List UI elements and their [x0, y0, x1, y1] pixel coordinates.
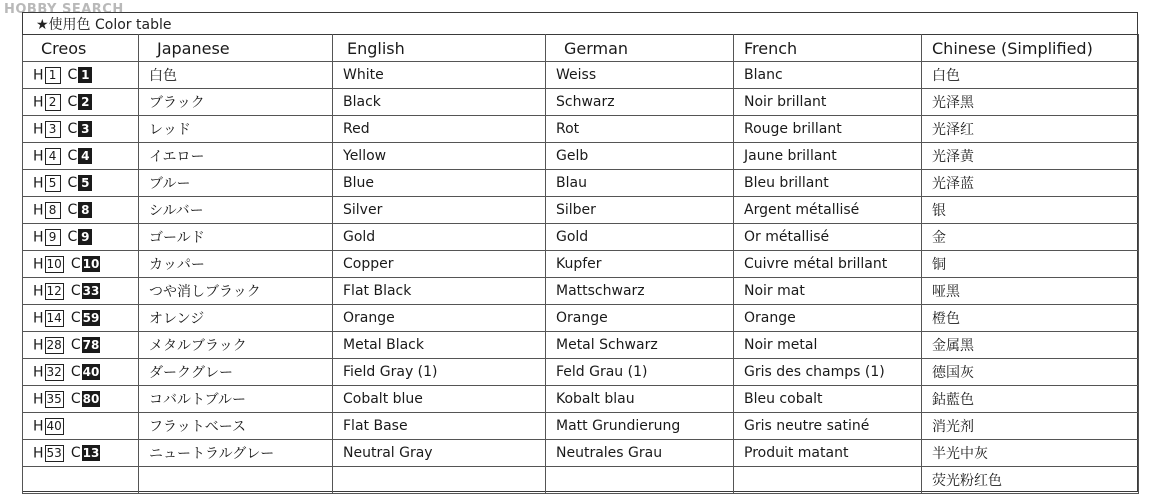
hobby-color-number: 14	[46, 310, 62, 325]
japanese-name: ゴールド	[139, 224, 333, 251]
table-row	[23, 116, 1139, 143]
mr-color-number: 80	[82, 392, 100, 406]
table-row	[23, 359, 1139, 386]
hobby-color-prefix: H	[33, 67, 44, 83]
french-name: Orange	[734, 305, 922, 332]
chinese-name: 光泽黄	[922, 143, 1139, 170]
mr-color-number: 78	[82, 338, 100, 352]
french-name: Bleu brillant	[734, 170, 922, 197]
creos-code-cell	[23, 467, 139, 494]
english-name: Cobalt blue	[333, 386, 546, 413]
chinese-name: 金	[922, 224, 1139, 251]
japanese-name	[139, 467, 333, 494]
english-name: Yellow	[333, 143, 546, 170]
german-name: Weiss	[546, 62, 734, 89]
table-row	[23, 278, 1139, 305]
english-name: Neutral Gray	[333, 440, 546, 467]
mr-color-number: 33	[82, 284, 100, 298]
french-name: Noir mat	[734, 278, 922, 305]
hobby-color-number: 32	[46, 364, 62, 379]
french-name: Gris neutre satiné	[734, 413, 922, 440]
table-row	[23, 89, 1139, 116]
mr-color-number: 1	[78, 67, 92, 83]
chinese-name: 德国灰	[922, 359, 1139, 386]
japanese-name: つや消しブラック	[139, 278, 333, 305]
german-name: Matt Grundierung	[546, 413, 734, 440]
mr-color-number: 2	[78, 94, 92, 110]
english-name: Flat Black	[333, 278, 546, 305]
table-row	[23, 413, 1139, 440]
chinese-name: 金属黑	[922, 332, 1139, 359]
french-name: Noir brillant	[734, 89, 922, 116]
japanese-name: カッパー	[139, 251, 333, 278]
english-name: White	[333, 62, 546, 89]
chinese-name: 光泽黑	[922, 89, 1139, 116]
column-header-german: German	[546, 35, 734, 62]
table-row	[23, 170, 1139, 197]
chinese-name: 哑黑	[922, 278, 1139, 305]
german-name: Silber	[546, 197, 734, 224]
mr-color-number: 4	[78, 148, 92, 164]
hobby-color-number: 35	[46, 391, 62, 406]
hobby-color-prefix: H	[33, 445, 44, 461]
japanese-name: ニュートラルグレー	[139, 440, 333, 467]
hobby-color-number: 1	[45, 67, 61, 84]
mr-color-prefix: C	[67, 67, 78, 83]
english-name: Flat Base	[333, 413, 546, 440]
mr-color-prefix: C	[70, 310, 81, 326]
japanese-name: 白色	[139, 62, 333, 89]
german-name: Orange	[546, 305, 734, 332]
creos-code-cell	[23, 89, 139, 116]
creos-code-cell	[23, 251, 139, 278]
creos-code-cell	[23, 62, 139, 89]
english-name	[333, 467, 546, 494]
table-row	[23, 251, 1139, 278]
english-name: Black	[333, 89, 546, 116]
french-name: Rouge brillant	[734, 116, 922, 143]
hobby-color-prefix: H	[33, 94, 44, 110]
table-row	[23, 224, 1139, 251]
hobby-color-prefix: H	[33, 283, 44, 299]
creos-code-cell	[23, 332, 139, 359]
english-name: Gold	[333, 224, 546, 251]
german-name: Gold	[546, 224, 734, 251]
hobby-color-number: 5	[45, 175, 61, 192]
hobby-color-prefix: H	[33, 310, 44, 326]
hobby-color-number: 3	[45, 121, 61, 138]
japanese-name: コバルトブルー	[139, 386, 333, 413]
japanese-name: メタルブラック	[139, 332, 333, 359]
table-title: ★使用色 Color table	[36, 17, 172, 33]
mr-color-prefix: C	[67, 148, 78, 164]
chinese-name: 铜	[922, 251, 1139, 278]
hobby-color-prefix: H	[33, 229, 44, 245]
mr-color-number: 40	[82, 365, 100, 379]
english-name: Copper	[333, 251, 546, 278]
hobby-color-prefix: H	[33, 256, 44, 272]
mr-color-number: 3	[78, 121, 92, 137]
hobby-color-prefix: H	[33, 391, 44, 407]
german-name: Metal Schwarz	[546, 332, 734, 359]
mr-color-number: 8	[78, 202, 92, 218]
watermark: HOBBY SEARCH	[4, 2, 124, 17]
hobby-color-number: 2	[45, 94, 61, 111]
table-row	[23, 197, 1139, 224]
column-header-chinese: Chinese (Simplified)	[922, 35, 1139, 62]
hobby-color-prefix: H	[33, 148, 44, 164]
german-name: Rot	[546, 116, 734, 143]
chinese-name: 光泽红	[922, 116, 1139, 143]
english-name: Metal Black	[333, 332, 546, 359]
table-row	[23, 467, 1139, 494]
japanese-name: レッド	[139, 116, 333, 143]
german-name: Kobalt blau	[546, 386, 734, 413]
mr-color-prefix: C	[70, 445, 81, 461]
mr-color-prefix: C	[70, 391, 81, 407]
french-name: Jaune brillant	[734, 143, 922, 170]
creos-code-cell	[23, 413, 139, 440]
table-row	[23, 332, 1139, 359]
german-name: Kupfer	[546, 251, 734, 278]
hobby-color-number: 40	[46, 418, 62, 433]
header-row	[23, 35, 1139, 62]
mr-color-prefix: C	[70, 337, 81, 353]
french-name	[734, 467, 922, 494]
hobby-color-number: 12	[46, 283, 62, 298]
table-row	[23, 386, 1139, 413]
mr-color-prefix: C	[70, 364, 81, 380]
japanese-name: ダークグレー	[139, 359, 333, 386]
mr-color-number: 9	[78, 229, 92, 245]
chinese-name: 消光剂	[922, 413, 1139, 440]
mr-color-prefix: C	[70, 256, 81, 272]
creos-code-cell	[23, 197, 139, 224]
hobby-color-number: 4	[45, 148, 61, 165]
hobby-color-prefix: H	[33, 337, 44, 353]
creos-code-cell	[23, 440, 139, 467]
hobby-color-number: 8	[45, 202, 61, 219]
japanese-name: イエロー	[139, 143, 333, 170]
color-table	[22, 34, 1139, 494]
mr-color-prefix: C	[67, 121, 78, 137]
english-name: Blue	[333, 170, 546, 197]
chinese-name: 鈷藍色	[922, 386, 1139, 413]
french-name: Noir metal	[734, 332, 922, 359]
mr-color-prefix: C	[70, 283, 81, 299]
chinese-name: 荧光粉红色	[922, 467, 1139, 494]
german-name: Neutrales Grau	[546, 440, 734, 467]
japanese-name: オレンジ	[139, 305, 333, 332]
mr-color-number: 59	[82, 311, 100, 325]
creos-code-cell	[23, 278, 139, 305]
hobby-color-number: 10	[46, 256, 62, 271]
french-name: Argent métallisé	[734, 197, 922, 224]
mr-color-prefix: C	[67, 175, 78, 191]
hobby-color-number: 28	[46, 337, 62, 352]
french-name: Gris des champs (1)	[734, 359, 922, 386]
creos-code-cell	[23, 359, 139, 386]
column-header-french: French	[734, 35, 922, 62]
german-name	[546, 467, 734, 494]
french-name: Bleu cobalt	[734, 386, 922, 413]
hobby-color-prefix: H	[33, 175, 44, 191]
column-header-japanese: Japanese	[139, 35, 333, 62]
chinese-name: 半光中灰	[922, 440, 1139, 467]
hobby-color-prefix: H	[33, 418, 44, 434]
english-name: Silver	[333, 197, 546, 224]
hobby-color-prefix: H	[33, 121, 44, 137]
table-row	[23, 440, 1139, 467]
german-name: Blau	[546, 170, 734, 197]
chinese-name: 橙色	[922, 305, 1139, 332]
mr-color-number: 13	[82, 446, 100, 460]
mr-color-number: 5	[78, 175, 92, 191]
french-name: Cuivre métal brillant	[734, 251, 922, 278]
table-row	[23, 62, 1139, 89]
table-row	[23, 305, 1139, 332]
chinese-name: 白色	[922, 62, 1139, 89]
creos-code-cell	[23, 224, 139, 251]
hobby-color-prefix: H	[33, 202, 44, 218]
english-name: Red	[333, 116, 546, 143]
creos-code-cell	[23, 116, 139, 143]
hobby-color-number: 9	[45, 229, 61, 246]
japanese-name: フラットベース	[139, 413, 333, 440]
mr-color-prefix: C	[67, 94, 78, 110]
german-name: Schwarz	[546, 89, 734, 116]
japanese-name: ブラック	[139, 89, 333, 116]
column-header-english: English	[333, 35, 546, 62]
mr-color-prefix: C	[67, 229, 78, 245]
creos-code-cell	[23, 143, 139, 170]
german-name: Feld Grau (1)	[546, 359, 734, 386]
mr-color-prefix: C	[67, 202, 78, 218]
chinese-name: 光泽蓝	[922, 170, 1139, 197]
hobby-color-prefix: H	[33, 364, 44, 380]
french-name: Produit matant	[734, 440, 922, 467]
japanese-name: シルバー	[139, 197, 333, 224]
german-name: Gelb	[546, 143, 734, 170]
french-name: Or métallisé	[734, 224, 922, 251]
mr-color-number: 10	[82, 257, 100, 271]
creos-code-cell	[23, 305, 139, 332]
creos-code-cell	[23, 170, 139, 197]
french-name: Blanc	[734, 62, 922, 89]
chinese-name: 银	[922, 197, 1139, 224]
table-row	[23, 143, 1139, 170]
japanese-name: ブルー	[139, 170, 333, 197]
creos-code-cell	[23, 386, 139, 413]
english-name: Field Gray (1)	[333, 359, 546, 386]
german-name: Mattschwarz	[546, 278, 734, 305]
english-name: Orange	[333, 305, 546, 332]
hobby-color-number: 53	[46, 445, 62, 460]
column-header-creos: Creos	[23, 35, 139, 62]
